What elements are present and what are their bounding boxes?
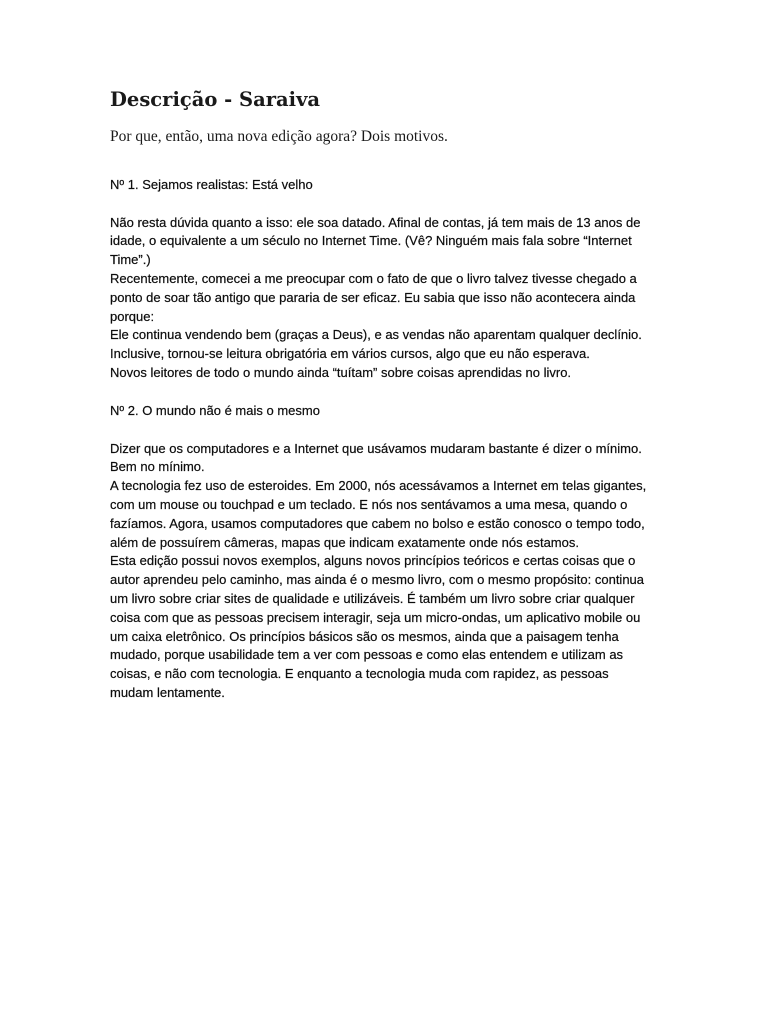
paragraph: Ele continua vendendo bem (graças a Deus), e as vendas não aparentam qualquer declínio. [110,327,642,343]
paragraph: Não resta dúvida quanto a isso: ele soa datado. Afinal de contas, já tem mais de 13 anos de idade, o equivalente a um século no Internet Time. (Vê? Ninguém mais fala sobre “Internet Time”.) [110,214,641,268]
section-world-changed [110,402,655,703]
paragraph: Esta edição possui novos exemplos, alguns novos princípios teóricos e certas coisas que o autor aprendeu pelo caminho, mas ainda é o mesmo livro, com o mesmo propósito: continua um livro sobre criar sites de qualidade e utilizáveis. É também um livro sobre criar qualquer coisa com que as pessoas precisem interagir, seja um micro-ondas, um aplicativo mobile ou um caixa eletrônico. Os princípios básicos são os mesmos, ainda que a paisagem tenha mudado, porque usabilidade tem a ver com pessoas e como elas entendem e utilizam as coisas, e não com tecnologia. E enquanto a tecnologia muda com rapidez, as pessoas mudam lentamente. [110,553,645,700]
paragraph: Inclusive, tornou-se leitura obrigatória em vários cursos, algo que eu não esperava. [110,346,590,362]
document-subtitle: Por que, então, uma nova edição agora? Dois motivos. [110,128,448,145]
paragraph-spacer [110,421,655,440]
paragraph: A tecnologia fez uso de esteroides. Em 2000, nós acessávamos a Internet em telas gigantes, com um mouse ou touchpad e um teclado. E nós nos sentávamos a uma mesa, quando o fazíamos. Agora, usamos computadores que cabem no bolso e estão conosco o tempo todo, além de possuírem câmeras, mapas que indicam exatamente onde nós estamos. [110,478,647,550]
paragraph: Novos leitores de todo o mundo ainda “tuítam” sobre coisas aprendidas no livro. [110,364,572,380]
document-title: Descrição - Saraiva [110,88,321,111]
paragraph-spacer [110,195,655,214]
section-heading: Nº 1. Sejamos realistas: Está velho [110,177,313,192]
section-outdated [110,176,655,383]
section-heading: Nº 2. O mundo não é mais o mesmo [110,403,320,418]
paragraph: Recentemente, comecei a me preocupar com o fato de que o livro talvez tivesse chegado a ponto de soar tão antigo que pararia de ser eficaz. Eu sabia que isso não acontecera ainda porque: [110,270,637,324]
paragraph: Dizer que os computadores e a Internet que usávamos mudaram bastante é dizer o mínimo. Bem no mínimo. [110,440,642,475]
